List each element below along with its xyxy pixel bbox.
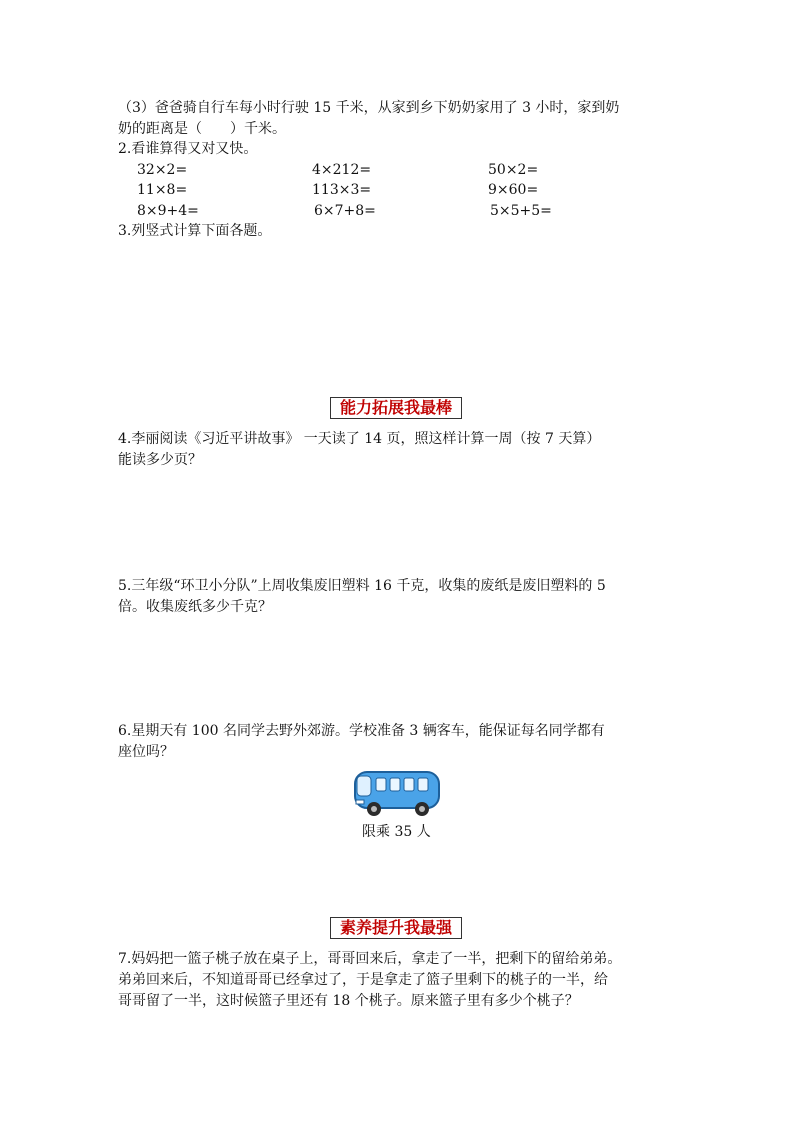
q5-line2: 倍。收集废纸多少千克？ [118, 599, 272, 615]
bus-caption: 限乘 35 人 [362, 824, 431, 840]
bus-icon [352, 768, 442, 820]
q4-line2: 能读多少页？ [118, 452, 202, 468]
calc-item: 8×9+4= [137, 203, 199, 219]
q2-title: 2.看谁算得又对又快。 [118, 141, 258, 157]
q6-line1: 6.星期天有 100 名同学去野外郊游。学校准备 3 辆客车，能保证每名同学都有 [118, 723, 605, 739]
section-title-ability: 能力拓展我最棒 [330, 397, 462, 419]
q3-title: 3.列竖式计算下面各题。 [118, 223, 272, 239]
q7-line2: 弟弟回来后，不知道哥哥已经拿过了，于是拿走了篮子里剩下的桃子的一半，给 [118, 972, 608, 988]
q7-line3: 哥哥留了一半，这时候篮子里还有 18 个桃子。原来篮子里有多少个桃子？ [118, 993, 579, 1009]
calc-item: 5×5+5= [490, 203, 552, 219]
q1-3-line2: 奶的距离是（ ）千米。 [118, 121, 286, 137]
calc-item: 32×2= [137, 162, 188, 178]
calc-item: 11×8= [137, 182, 188, 198]
q6-line2: 座位吗？ [118, 744, 174, 760]
calc-item: 4×212= [312, 162, 372, 178]
calc-item: 50×2= [488, 162, 539, 178]
section-title-literacy: 素养提升我最强 [330, 917, 462, 939]
q5-line1: 5.三年级“环卫小分队”上周收集废旧塑料 16 千克，收集的废纸是废旧塑料的 5 [118, 578, 606, 594]
q4-line1: 4.李丽阅读《习近平讲故事》 一天读了 14 页，照这样计算一周（按 7 天算） [118, 431, 601, 447]
q1-3-line1: （3）爸爸骑自行车每小时行驶 15 千米，从家到乡下奶奶家用了 3 小时，家到奶 [118, 100, 620, 116]
calc-item: 9×60= [488, 182, 539, 198]
calc-item: 6×7+8= [314, 203, 376, 219]
calc-item: 113×3= [312, 182, 372, 198]
q7-line1: 7.妈妈把一篮子桃子放在桌子上，哥哥回来后，拿走了一半，把剩下的留给弟弟。 [118, 951, 622, 967]
